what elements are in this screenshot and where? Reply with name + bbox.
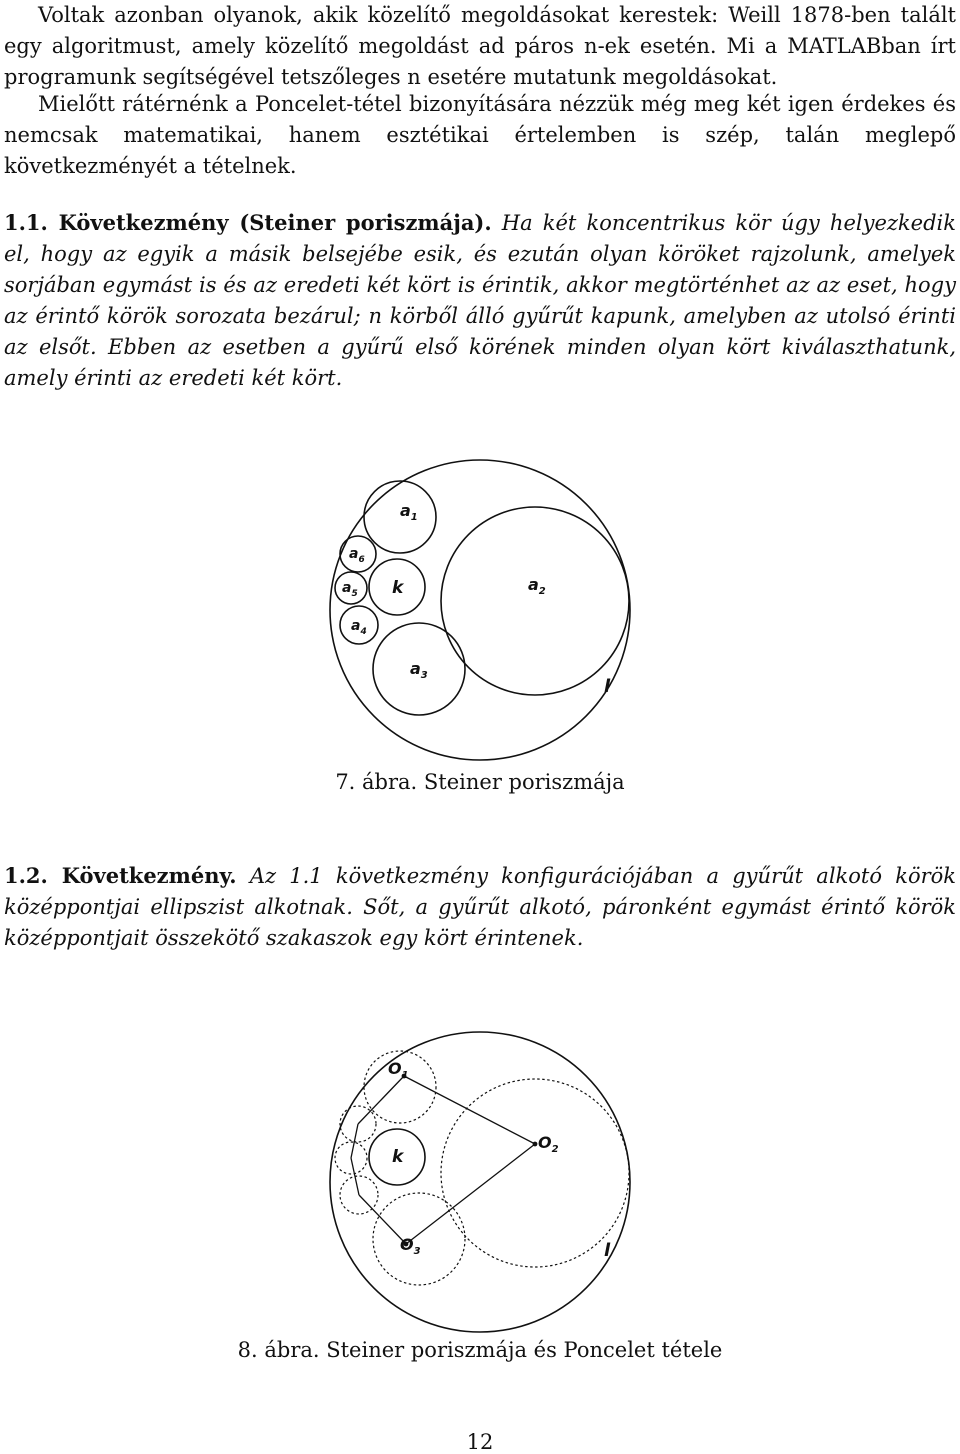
label-a5: $a_5$: [342, 580, 358, 599]
label-l: l: [604, 676, 611, 697]
label-k: k: [392, 578, 404, 598]
segment-small-1-small-2: [351, 1124, 358, 1158]
outer-circle-l: [330, 1032, 630, 1332]
circle-a2: [441, 507, 629, 695]
dotted-circle-o2: [441, 1079, 629, 1267]
segment-o1-small-1: [358, 1076, 404, 1124]
dotted-circle-o3: [373, 1193, 465, 1285]
figure-steiner-porism: [328, 458, 632, 762]
label-k: k: [392, 1147, 404, 1167]
corollary-2: [4, 860, 956, 954]
corollary-1-heading: 1.1. Következmény (Steiner poriszmája).: [4, 210, 492, 235]
paragraph-intro: Voltak azonban olyanok, akik közelítő megoldásokat kerestek: Weill 1878-ben talált egy algoritmust, amely közelítő megoldást ad páros n-ek esetén. Mi a MATLABban írt programunk segítségével tetszőleges n esetére mutatunk megoldásokat.: [4, 3, 956, 89]
page-number: 12: [466, 1430, 494, 1454]
segment-small-3-o3: [359, 1195, 406, 1244]
figure-8-caption: 8. ábra. Steiner poriszmája és Poncelet tétele: [237, 1338, 723, 1362]
corollary-2-body: Az 1.1 következmény konfigurációjában a gyűrűt alkotó körök középpontjai ellipszist alkotnak. Sőt, a gyűrűt alkotó, páronként egymást érintő körök középpontjait összekötő szakaszok egy kört érintenek.: [4, 864, 956, 950]
label-o2: $O_2$: [538, 1133, 559, 1155]
label-a2: $a_2$: [528, 575, 546, 597]
paragraph-transition: Mielőtt rátérnénk a Poncelet-tétel bizonyítására nézzük még meg két igen érdekes és nemcsak matematikai, hanem esztétikai értelemben is szép, talán meglepő következményét a tételnek.: [4, 92, 956, 178]
segment-small-2-small-3: [351, 1158, 359, 1195]
corollary-1: [4, 207, 956, 394]
corollary-2-heading: 1.2. Következmény.: [4, 863, 237, 888]
label-a3: $a_3$: [410, 659, 428, 681]
segment-o1-o2: [404, 1076, 535, 1144]
point-o2: [533, 1142, 538, 1147]
label-a1: $a_1$: [400, 501, 418, 523]
label-l: l: [604, 1240, 611, 1261]
figure-steiner-poncelet: [328, 1030, 632, 1334]
label-a6: $a_6$: [349, 546, 365, 565]
outer-circle-l: [330, 460, 630, 760]
label-a4: $a_4$: [351, 618, 367, 637]
figure-7-caption: 7. ábra. Steiner poriszmája: [335, 770, 625, 794]
corollary-1-body: Ha két koncentrikus kör úgy helyezkedik el, hogy az egyik a másik belsejébe esik, és ezután olyan köröket rajzolunk, amelyek sorjában egymást is és az eredeti két kört is érintik, akkor megtörténhet az az eset, hogy az érintő körök sorozata bezárul; n körből álló gyűrűt kapunk, amelyben az utolsó érinti az elsőt. Ebben az esetben a gyűrű első körének minden olyan kört kiválaszthatunk, amely érinti az eredeti két kört.: [4, 211, 956, 390]
label-o1: $O_1$: [388, 1059, 409, 1081]
label-o3: $O_3$: [400, 1235, 421, 1257]
